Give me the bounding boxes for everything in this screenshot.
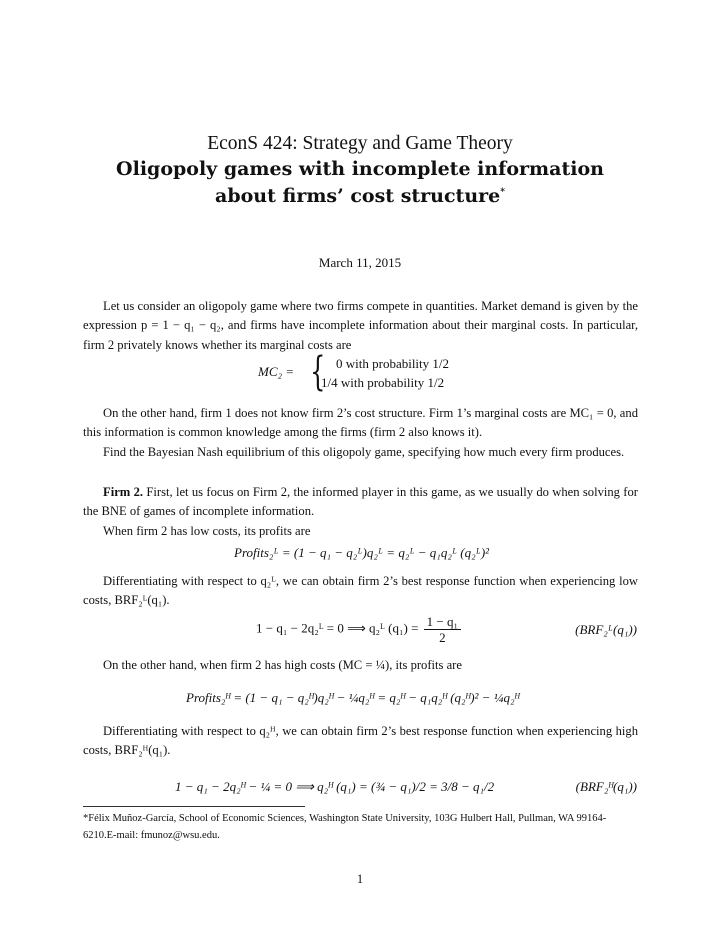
firm2-heading: Firm 2. [103, 485, 144, 499]
page-number: 1 [356, 872, 364, 886]
firm2-intro-text: First, let us focus on Firm 2, the informed player in this game, as we usually do when solving for the BNE of games of incomplete information. [83, 485, 638, 519]
mc2-case-high: 1/4 with probability 1/2 [321, 375, 445, 390]
firm2-paragraph [83, 483, 638, 522]
question-paragraph: Find the Bayesian Nash equilibrium of this oligopoly game, specifying how much every firm produces. [103, 445, 625, 459]
brf-low-paragraph: Differentiating with respect to q₂ᴸ, we can obtain firm 2’s best response function when experiencing low costs, BRF₂ᴸ(q₁). [83, 574, 638, 608]
brf-low-equation [256, 614, 463, 645]
piecewise-brace: { [310, 349, 326, 395]
brf-high-equation: 1 − q₁ − 2q₂ᴴ − ¼ = 0 ⟹ q₂ᴴ (q₁) = (¾ − q₁)/2 = 3/8 − q₁/2 [175, 779, 495, 794]
paper-title-line2-text: about firms’ cost structure [215, 185, 501, 207]
brf-high-label: (BRF₂ᴴ(q₁)) [575, 779, 637, 794]
brf-low-lhs: 1 − q₁ − 2q₂ᴸ = 0 ⟹ q₂ᴸ (q₁) = [256, 620, 419, 636]
firm1-paragraph: On the other hand, firm 1 does not know firm 2’s cost structure. Firm 1’s marginal costs are MC₁ = 0, and this information is common knowledge among the firms (firm 2 also knows it). [83, 406, 638, 440]
brf-low-label: (BRF₂ᴸ(q₁)) [575, 622, 637, 637]
brf-low-numerator: 1 − q₁ [424, 614, 461, 630]
paper-title-line1: Oligopoly games with incomplete information [116, 158, 604, 180]
profit-high-equation: Profits₂ᴴ = (1 − q₁ − q₂ᴴ)q₂ᴴ − ¼q₂ᴴ = q₂ᴴ − q₁q₂ᴴ (q₂ᴴ)² − ¼q₂ᴴ [186, 690, 520, 705]
brf-high-paragraph: Differentiating with respect to q₂ᴴ, we can obtain firm 2’s best response function when experiencing high costs, BRF₂ᴴ(q₁). [83, 724, 638, 758]
footnote-mark: * [500, 187, 505, 198]
mc2-label: MC₂ = [258, 364, 295, 379]
intro-paragraph: Let us consider an oligopoly game where two firms compete in quantities. Market demand is given by the expression p = 1 − q₁ − q₂, and firms have incomplete information about their marginal costs. In particular, firm 2 privately knows whether its marginal costs are [83, 299, 638, 352]
footnote-rule [83, 806, 305, 807]
brf-low-fraction [424, 614, 461, 645]
high-cost-intro: On the other hand, when firm 2 has high costs (MC = ¼), its profits are [103, 658, 462, 672]
date: March 11, 2015 [318, 255, 402, 270]
profit-low-equation: Profits₂ᴸ = (1 − q₁ − q₂ᴸ)q₂ᴸ = q₂ᴸ − q₁q₂ᴸ (q₂ᴸ)² [234, 545, 490, 560]
paper-title-line2 [0, 185, 720, 207]
brf-low-denominator: 2 [439, 630, 446, 645]
footnote: *Félix Muñoz-García, School of Economic Sciences, Washington State University, 103G Hulbert Hall, Pullman, WA 99164-6210.E-mail: fmunoz@wsu.edu. [83, 813, 607, 841]
course-title: EconS 424: Strategy and Game Theory [207, 133, 513, 154]
mc2-case-low: 0 with probability 1/2 [336, 356, 450, 371]
low-cost-intro: When firm 2 has low costs, its profits are [103, 524, 311, 538]
